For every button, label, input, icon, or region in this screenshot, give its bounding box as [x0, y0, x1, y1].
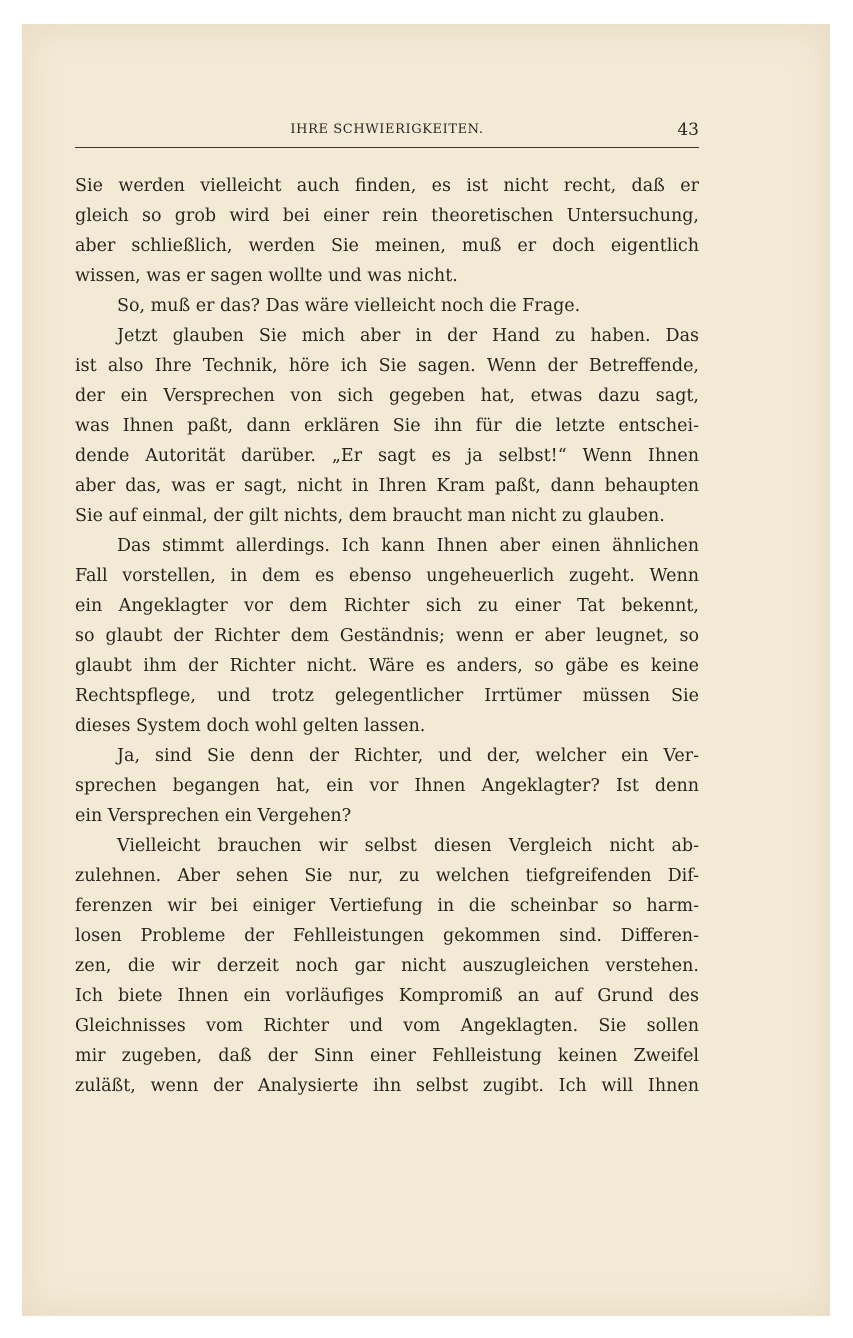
text-line: Fall vorstellen, in dem es ebenso ungeheuerlich zugeht. Wenn: [75, 566, 699, 586]
text-line: Ja, sind Sie denn der Richter, und der, welcher ein Ver-: [117, 746, 699, 766]
text-line: Gleichnisses vom Richter und vom Angeklagten. Sie sollen: [75, 1016, 699, 1036]
text-line: was Ihnen paßt, dann erklären Sie ihn für die letzte entschei-: [75, 416, 699, 436]
text-line: ein Angeklagter vor dem Richter sich zu einer Tat bekennt,: [75, 596, 699, 616]
text-line: glaubt ihm der Richter nicht. Wäre es anders, so gäbe es keine: [75, 656, 699, 676]
text-line: Sie werden vielleicht auch finden, es ist nicht recht, daß er: [75, 176, 699, 196]
page-number: 43: [677, 120, 699, 140]
text-line: der ein Versprechen von sich gegeben hat, etwas dazu sagt,: [75, 386, 699, 406]
body-text: [75, 171, 699, 1101]
text-line: ist also Ihre Technik, höre ich Sie sagen. Wenn der Betreffende,: [75, 356, 699, 376]
text-line: Rechtspflege, und trotz gelegentlicher Irrtümer müssen Sie: [75, 686, 699, 706]
text-line: Ich biete Ihnen ein vorläufiges Kompromiß an auf Grund des: [75, 986, 699, 1006]
text-line: aber das, was er sagt, nicht in Ihren Kram paßt, dann behaupten: [75, 476, 699, 496]
page-header: [75, 119, 699, 148]
text-line: So, muß er das? Das wäre vielleicht noch die Frage.: [117, 296, 581, 316]
text-line: Jetzt glauben Sie mich aber in der Hand zu haben. Das: [117, 326, 699, 346]
text-line: zulehnen. Aber sehen Sie nur, zu welchen tiefgreifenden Dif-: [75, 866, 699, 886]
text-line: zuläßt, wenn der Analysierte ihn selbst zugibt. Ich will Ihnen: [75, 1076, 699, 1096]
text-line: ferenzen wir bei einiger Vertiefung in die scheinbar so harm-: [75, 896, 699, 916]
text-line: dieses System doch wohl gelten lassen.: [75, 716, 426, 736]
text-line: wissen, was er sagen wollte und was nicht.: [75, 266, 458, 286]
text-line: zen, die wir derzeit noch gar nicht auszugleichen verstehen.: [75, 956, 699, 976]
text-line: gleich so grob wird bei einer rein theoretischen Untersuchung,: [75, 206, 699, 226]
text-line: Vielleicht brauchen wir selbst diesen Vergleich nicht ab-: [117, 836, 699, 856]
text-line: sprechen begangen hat, ein vor Ihnen Angeklagter? Ist denn: [75, 776, 699, 796]
text-line: Sie auf einmal, der gilt nichts, dem braucht man nicht zu glauben.: [75, 506, 665, 526]
text-line: losen Probleme der Fehlleistungen gekommen sind. Differen-: [75, 926, 699, 946]
text-line: mir zugeben, daß der Sinn einer Fehlleistung keinen Zweifel: [75, 1046, 699, 1066]
text-line: ein Versprechen ein Vergehen?: [75, 806, 352, 826]
running-title: IHRE SCHWIERIGKEITEN.: [290, 122, 484, 137]
text-line: dende Autorität darüber. „Er sagt es ja selbst!“ Wenn Ihnen: [75, 446, 699, 466]
text-line: Das stimmt allerdings. Ich kann Ihnen aber einen ähnlichen: [117, 536, 699, 556]
text-line: aber schließlich, werden Sie meinen, muß er doch eigentlich: [75, 236, 699, 256]
text-line: so glaubt der Richter dem Geständnis; wenn er aber leugnet, so: [75, 626, 699, 646]
